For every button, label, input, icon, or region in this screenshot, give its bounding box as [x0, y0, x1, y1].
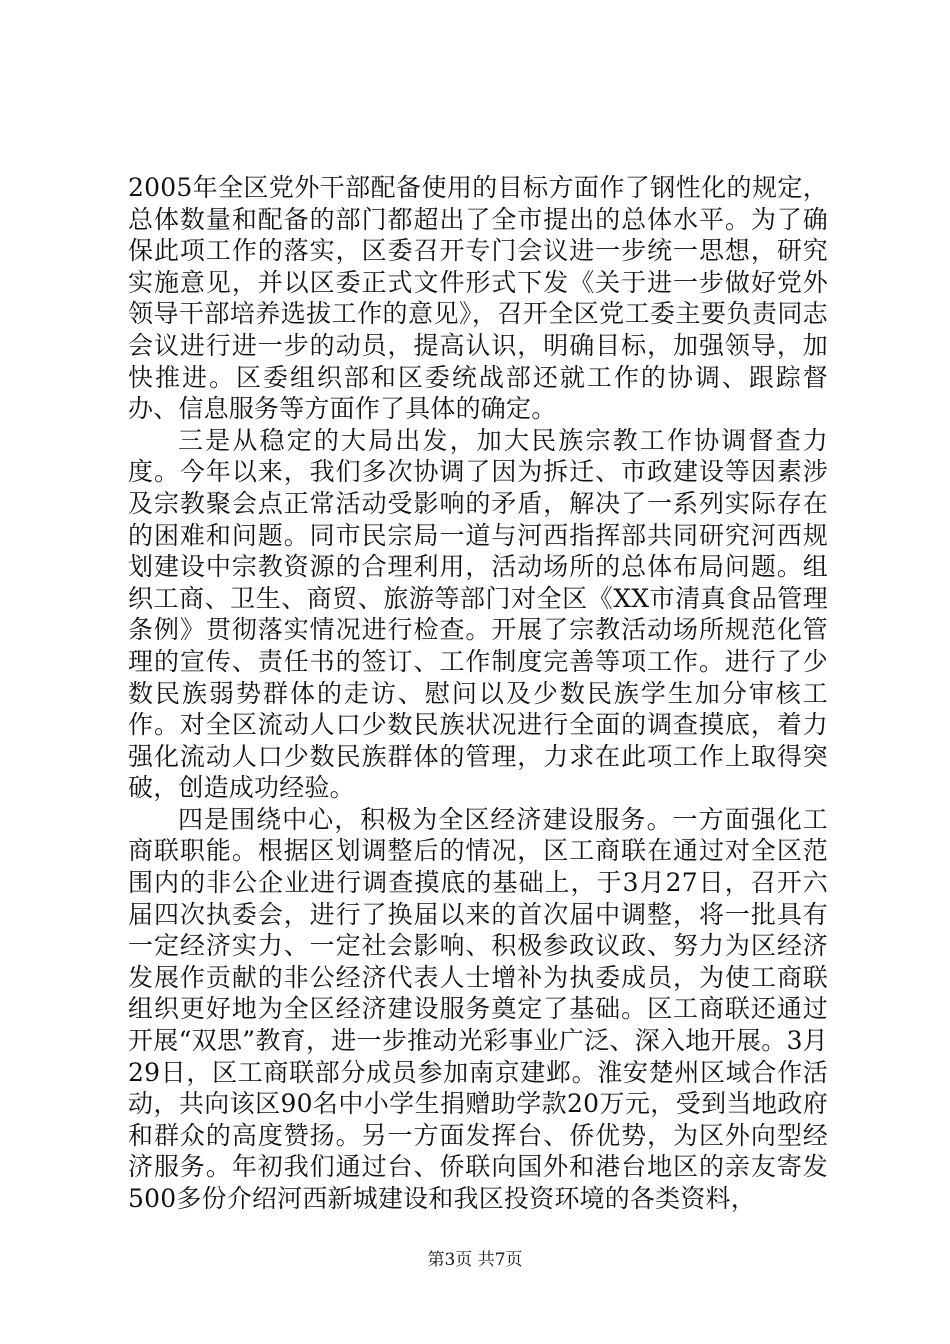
document-body — [128, 172, 828, 1215]
paragraph-2: 三是从稳定的大局出发，加大民族宗教工作协调督查力度。今年以来，我们多次协调了因为拆迁、市政建设等因素涉及宗教聚会点正常活动受影响的矛盾，解决了一系列实际存在的困难和问题。同市民宗局一道与河西指挥部共同研究河西规划建设中宗教资源的合理利用，活动场所的总体布局问题。组织工商、卫生、商贸、旅游等部门对全区《XX市清真食品管理条例》贯彻落实情况进行检查。开展了宗教活动场所规范化管理的宣传、责任书的签订、工作制度完善等项工作。进行了少数民族弱势群体的走访、慰问以及少数民族学生加分审核工作。对全区流动人口少数民族状况进行全面的调查摸底，着力强化流动人口少数民族群体的管理，力求在此项工作上取得突破，创造成功经验。 — [128, 425, 828, 803]
page-footer: 第3页 共7页 — [427, 1250, 523, 1270]
paragraph-3: 四是围绕中心，积极为全区经济建设服务。一方面强化工商联职能。根据区划调整后的情况，区工商联在通过对全区范围内的非公企业进行调查摸底的基础上，于3月27日，召开六届四次执委会，进行了换届以来的首次届中调整，将一批具有一定经济实力、一定社会影响、积极参政议政、努力为区经济发展作贡献的非公经济代表人士增补为执委成员，为使工商联组织更好地为全区经济建设服务奠定了基础。区工商联还通过开展“双思”教育，进一步推动光彩事业广泛、深入地开展。3月29日，区工商联部分成员参加南京建邺。淮安楚州区域合作活动，共向该区90名中小学生捐赠助学款20万元，受到当地政府和群众的高度赞扬。另一方面发挥台、侨优势，为区外向型经济服务。年初我们通过台、侨联向国外和港台地区的亲友寄发500多份介绍河西新城建设和我区投资环境的各类资料， — [128, 804, 828, 1213]
paragraph-1: 2005年全区党外干部配备使用的目标方面作了钢性化的规定，总体数量和配备的部门都超出了全市提出的总体水平。为了确保此项工作的落实，区委召开专门会议进一步统一思想，研究实施意见，并以区委正式文件形式下发《关于进一步做好党外领导干部培养选拔工作的意见》，召开全区党工委主要负责同志会议进行进一步的动员，提高认识，明确目标，加强领导，加快推进。区委组织部和区委统战部还就工作的协调、跟踪督办、信息服务等方面作了具体的确定。 — [128, 173, 828, 424]
